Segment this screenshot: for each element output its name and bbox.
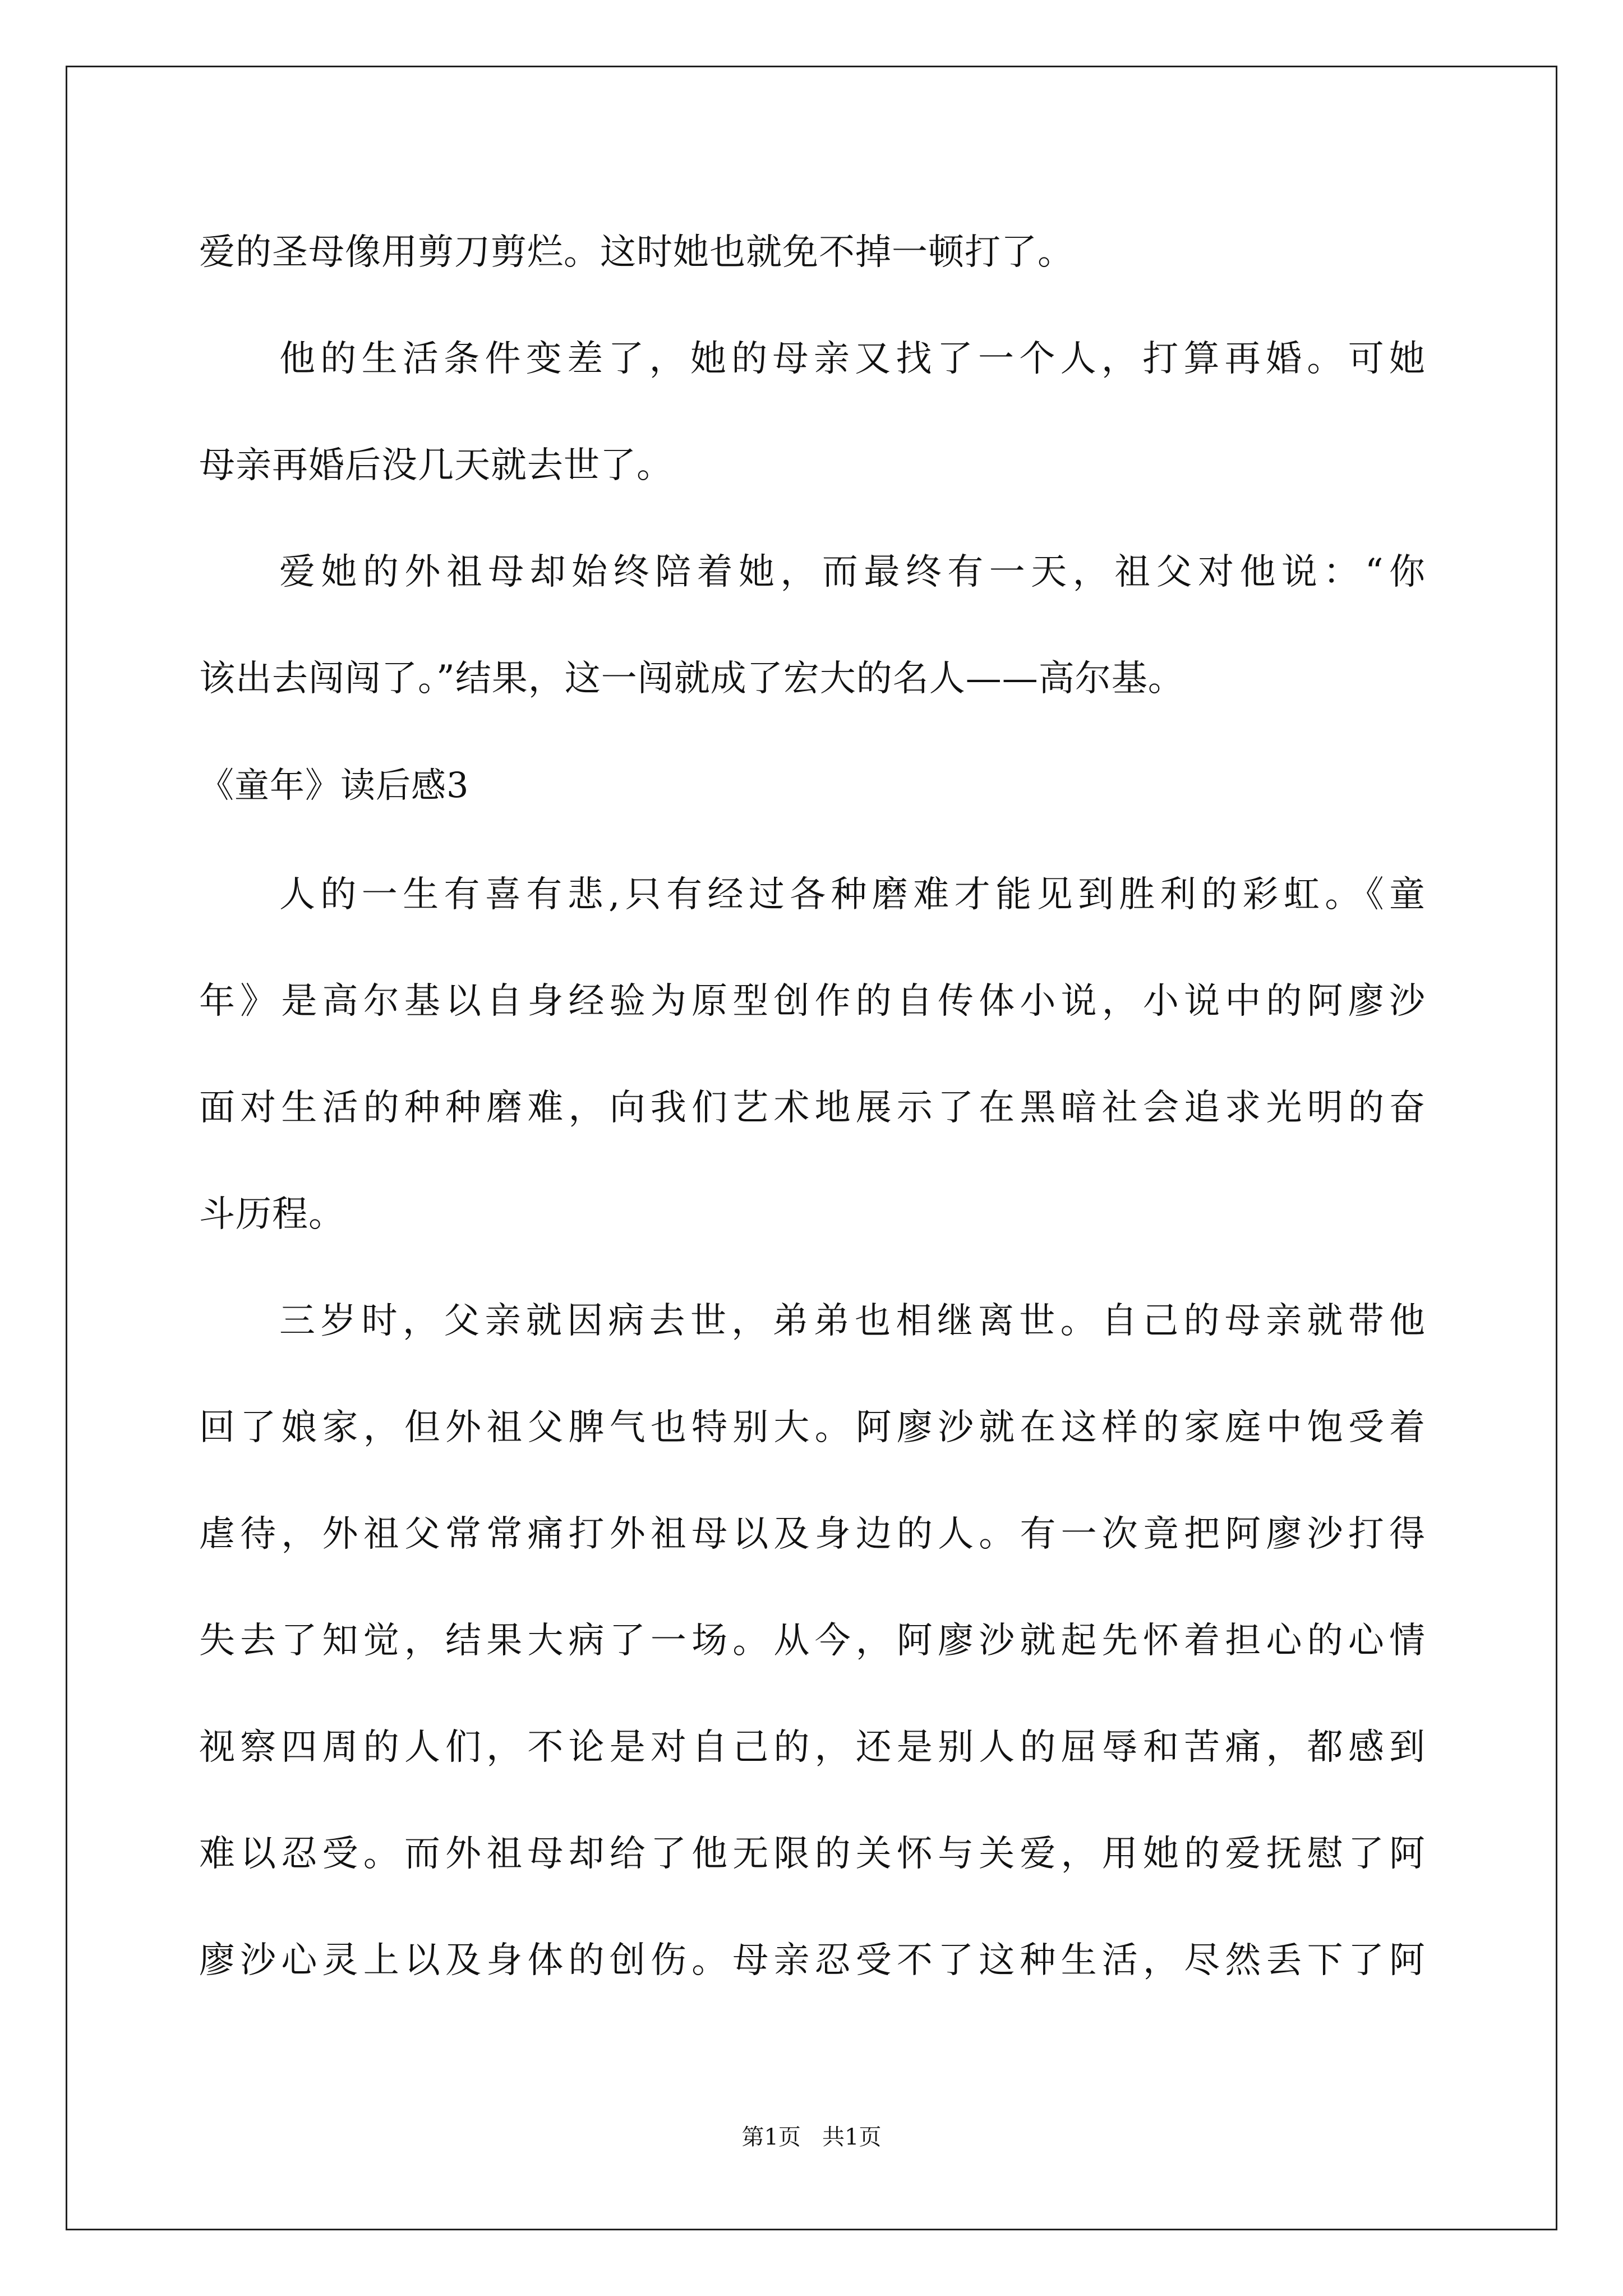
text-line: 该出去闯闯了。”结果，这一闯就成了宏大的名人——高尔基。 — [199, 658, 1184, 700]
text-line: 虐待，外祖父常常痛打外祖母以及身边的人。有一次竟把阿廖沙打得 — [199, 1513, 1426, 1555]
page-number: 第1页 共1页 — [741, 2124, 882, 2150]
text-line: 难以忍受。而外祖母却给了他无限的关怀与关爱，用她的爱抚慰了阿 — [199, 1833, 1426, 1875]
section-heading: 《童年》读后感3 — [199, 765, 469, 806]
text-line: 面对生活的种种磨难，向我们艺术地展示了在黑暗社会追求光明的奋 — [199, 1087, 1426, 1129]
text-line: 母亲再婚后没几天就去世了。 — [199, 445, 673, 486]
paragraph-first-line: 三岁时，父亲就因病去世，弟弟也相继离世。自己的母亲就带他 — [279, 1300, 1426, 1342]
paragraph-first-line: 爱她的外祖母却始终陪着她，而最终有一天，祖父对他说：“你 — [279, 551, 1426, 593]
text-line: 年》是高尔基以自身经验为原型创作的自传体小说，小说中的阿廖沙 — [199, 981, 1426, 1022]
text-line: 视察四周的人们，不论是对自己的，还是别人的屈辱和苦痛，都感到 — [199, 1727, 1426, 1768]
text-line: 失去了知觉，结果大病了一场。从今，阿廖沙就起先怀着担心的心情 — [199, 1620, 1426, 1662]
text-line: 回了娘家，但外祖父脾气也特别大。阿廖沙就在这样的家庭中饱受着 — [199, 1407, 1426, 1448]
paragraph-first-line: 他的生活条件变差了，她的母亲又找了一个人，打算再婚。可她 — [279, 338, 1426, 380]
text-line: 爱的圣母像用剪刀剪烂。这时她也就免不掉一顿打了。 — [199, 232, 1074, 273]
text-line: 斗历程。 — [199, 1194, 345, 1235]
page-border — [66, 66, 1557, 2230]
text-line: 廖沙心灵上以及身体的创伤。母亲忍受不了这种生活，尽然丢下了阿 — [199, 1940, 1426, 1981]
paragraph-first-line: 人的一生有喜有悲,只有经过各种磨难才能见到胜利的彩虹。《童 — [279, 874, 1426, 915]
